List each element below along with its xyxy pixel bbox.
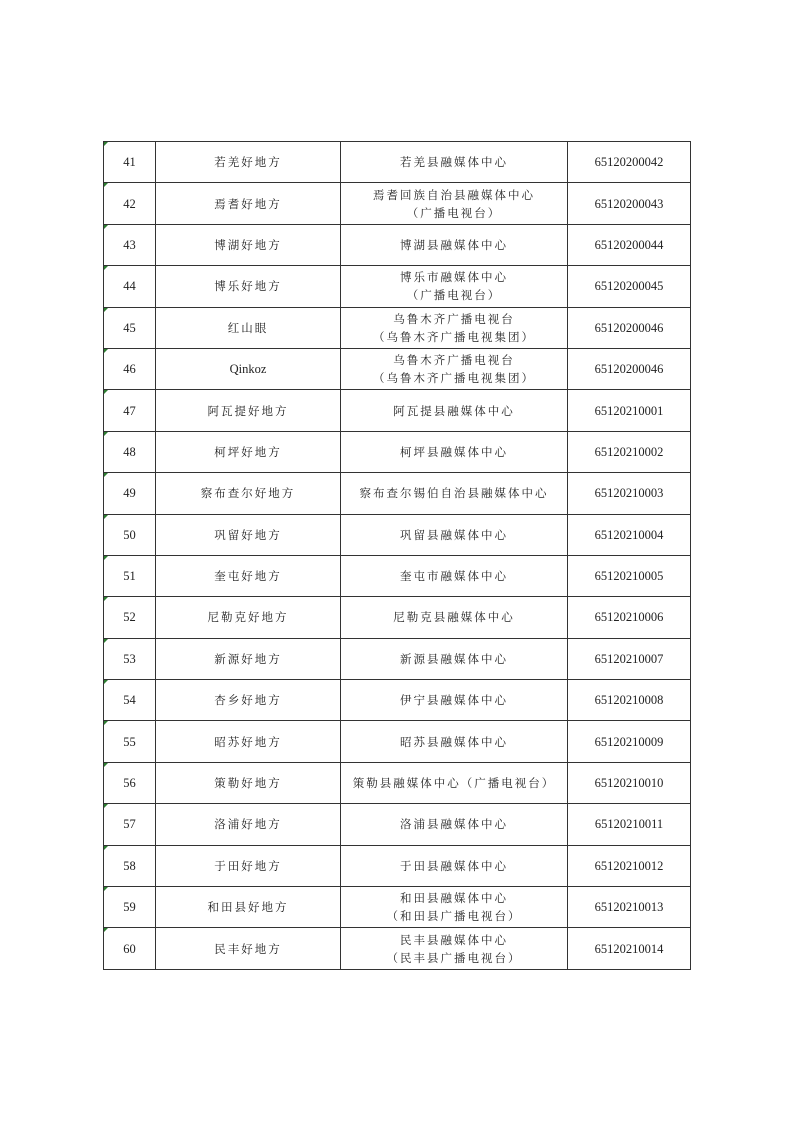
registration-code-cell: 65120210006: [568, 597, 691, 638]
table-row: [104, 514, 691, 555]
organization-line: 阿瓦提县融媒体中心: [393, 403, 515, 418]
account-name-cell: 于田好地方: [156, 845, 341, 886]
organization-cell: [341, 142, 568, 183]
organization-cell: [341, 804, 568, 845]
row-number-cell: 43: [104, 224, 156, 265]
registration-code-cell: 65120210014: [568, 928, 691, 969]
organization-cell: [341, 224, 568, 265]
organization-line: 若羌县融媒体中心: [400, 155, 508, 170]
row-number-cell: 48: [104, 431, 156, 472]
account-name-cell: 博湖好地方: [156, 224, 341, 265]
row-number-cell: 55: [104, 721, 156, 762]
organization-cell: [341, 183, 568, 224]
organization-cell: [341, 762, 568, 803]
row-number-cell: 50: [104, 514, 156, 555]
organization-cell: [341, 514, 568, 555]
table-row: [104, 845, 691, 886]
organization-line: 和田县融媒体中心: [400, 891, 508, 906]
row-number-cell: 56: [104, 762, 156, 803]
account-name-cell: 巩留好地方: [156, 514, 341, 555]
table-row: [104, 183, 691, 224]
registration-code-cell: 65120210003: [568, 473, 691, 514]
organization-cell: [341, 348, 568, 389]
table-row: [104, 597, 691, 638]
organization-line: （乌鲁木齐广播电视集团）: [373, 329, 535, 344]
registration-code-cell: 65120210004: [568, 514, 691, 555]
table-row: [104, 721, 691, 762]
row-number-cell: 45: [104, 307, 156, 348]
account-name-cell: 博乐好地方: [156, 266, 341, 307]
row-number-cell: 44: [104, 266, 156, 307]
registration-code-cell: 65120210009: [568, 721, 691, 762]
organization-cell: [341, 845, 568, 886]
table-row: [104, 638, 691, 679]
row-number-cell: 41: [104, 142, 156, 183]
row-number-cell: 53: [104, 638, 156, 679]
row-number-cell: 59: [104, 887, 156, 928]
account-name-cell: 尼勒克好地方: [156, 597, 341, 638]
registration-code-cell: 65120210002: [568, 431, 691, 472]
organization-cell: [341, 555, 568, 596]
organization-cell: [341, 473, 568, 514]
row-number-cell: 42: [104, 183, 156, 224]
account-name-cell: Qinkoz: [156, 348, 341, 389]
organization-line: 柯坪县融媒体中心: [400, 444, 508, 459]
row-number-cell: 57: [104, 804, 156, 845]
organization-cell: [341, 680, 568, 721]
organization-cell: [341, 597, 568, 638]
account-name-cell: 杏乡好地方: [156, 680, 341, 721]
row-number-cell: 49: [104, 473, 156, 514]
organization-line: 伊宁县融媒体中心: [400, 693, 508, 708]
media-registry-table: [103, 141, 691, 970]
organization-line: 乌鲁木齐广播电视台: [393, 311, 515, 326]
account-name-cell: 奎屯好地方: [156, 555, 341, 596]
registration-code-cell: 65120200042: [568, 142, 691, 183]
account-name-cell: 民丰好地方: [156, 928, 341, 969]
row-number-cell: 58: [104, 845, 156, 886]
organization-line: 尼勒克县融媒体中心: [393, 610, 515, 625]
organization-cell: [341, 721, 568, 762]
table-row: [104, 224, 691, 265]
account-name-cell: 和田县好地方: [156, 887, 341, 928]
registration-code-cell: 65120210011: [568, 804, 691, 845]
organization-cell: [341, 638, 568, 679]
table-row: [104, 555, 691, 596]
table-row: [104, 804, 691, 845]
registration-code-cell: 65120200044: [568, 224, 691, 265]
organization-line: 察布查尔锡伯自治县融媒体中心: [359, 486, 549, 501]
organization-line: （和田县广播电视台）: [386, 909, 522, 924]
organization-cell: [341, 390, 568, 431]
organization-line: （民丰县广播电视台）: [386, 950, 522, 965]
row-number-cell: 47: [104, 390, 156, 431]
account-name-cell: 柯坪好地方: [156, 431, 341, 472]
table-row: [104, 431, 691, 472]
table-row: [104, 473, 691, 514]
registration-code-cell: 65120210008: [568, 680, 691, 721]
account-name-cell: 阿瓦提好地方: [156, 390, 341, 431]
organization-line: （乌鲁木齐广播电视集团）: [373, 371, 535, 386]
table-row: [104, 928, 691, 969]
organization-cell: [341, 307, 568, 348]
registration-code-cell: 65120200046: [568, 348, 691, 389]
row-number-cell: 52: [104, 597, 156, 638]
row-number-cell: 60: [104, 928, 156, 969]
registration-code-cell: 65120210010: [568, 762, 691, 803]
organization-cell: [341, 266, 568, 307]
table-row: [104, 307, 691, 348]
table-row: [104, 266, 691, 307]
organization-line: 博湖县融媒体中心: [400, 237, 508, 252]
table-row: [104, 390, 691, 431]
registration-code-cell: 65120210012: [568, 845, 691, 886]
account-name-cell: 昭苏好地方: [156, 721, 341, 762]
organization-line: 策勒县融媒体中心（广播电视台）: [352, 776, 556, 791]
table-row: [104, 680, 691, 721]
registration-code-cell: 65120210005: [568, 555, 691, 596]
registration-code-cell: 65120200043: [568, 183, 691, 224]
registration-code-cell: 65120200045: [568, 266, 691, 307]
organization-line: （广播电视台）: [406, 205, 502, 220]
account-name-cell: 察布查尔好地方: [156, 473, 341, 514]
organization-cell: [341, 887, 568, 928]
table-row: [104, 887, 691, 928]
organization-line: （广播电视台）: [406, 288, 502, 303]
account-name-cell: 洛浦好地方: [156, 804, 341, 845]
organization-line: 于田县融媒体中心: [400, 858, 508, 873]
registration-code-cell: 65120210001: [568, 390, 691, 431]
organization-line: 新源县融媒体中心: [400, 651, 508, 666]
organization-line: 洛浦县融媒体中心: [400, 817, 508, 832]
table-row: [104, 142, 691, 183]
account-name-cell: 新源好地方: [156, 638, 341, 679]
organization-line: 民丰县融媒体中心: [400, 932, 508, 947]
registration-code-cell: 65120210007: [568, 638, 691, 679]
row-number-cell: 54: [104, 680, 156, 721]
account-name-cell: 红山眼: [156, 307, 341, 348]
organization-line: 昭苏县融媒体中心: [400, 734, 508, 749]
organization-cell: [341, 431, 568, 472]
organization-cell: [341, 928, 568, 969]
organization-line: 焉耆回族自治县融媒体中心: [373, 187, 535, 202]
row-number-cell: 46: [104, 348, 156, 389]
organization-line: 乌鲁木齐广播电视台: [393, 353, 515, 368]
account-name-cell: 若羌好地方: [156, 142, 341, 183]
organization-line: 博乐市融媒体中心: [400, 270, 508, 285]
row-number-cell: 51: [104, 555, 156, 596]
organization-line: 奎屯市融媒体中心: [400, 569, 508, 584]
table-row: [104, 348, 691, 389]
registration-code-cell: 65120200046: [568, 307, 691, 348]
organization-line: 巩留县融媒体中心: [400, 527, 508, 542]
account-name-cell: 焉耆好地方: [156, 183, 341, 224]
account-name-cell: 策勒好地方: [156, 762, 341, 803]
table-row: [104, 762, 691, 803]
registration-code-cell: 65120210013: [568, 887, 691, 928]
